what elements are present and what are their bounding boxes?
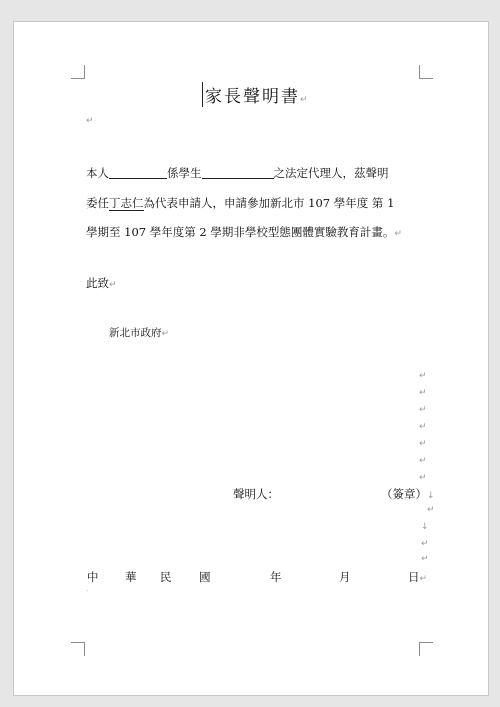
- paragraph-mark-icon: ↵: [394, 229, 402, 239]
- paragraph-mark-icon: ↵: [421, 539, 429, 549]
- margin-corner-top-left: [71, 65, 85, 79]
- date-char-2: 華: [125, 570, 137, 584]
- parent-name-blank[interactable]: [109, 166, 167, 179]
- signature-line[interactable]: [381, 486, 435, 502]
- closing-line[interactable]: [86, 275, 117, 291]
- paragraph-mark-icon: ↵: [419, 456, 427, 466]
- line3-text: 學期至 107 學年度第 2 學期非學校型態團體實驗教育計畫。: [86, 225, 395, 239]
- paragraph-mark-icon: ↵: [427, 505, 435, 515]
- line1-middle: 係學生: [167, 166, 202, 180]
- paragraph-mark-icon: ↵: [419, 574, 428, 584]
- paragraph-mark-icon: ↵: [419, 439, 427, 449]
- statement-line-2[interactable]: [86, 195, 394, 211]
- paragraph-mark-icon: ↵: [86, 116, 94, 126]
- recipient-text: 新北市政府: [109, 327, 162, 339]
- line1-prefix: 本人: [86, 166, 109, 180]
- closing-text: 此致: [86, 276, 109, 290]
- line2-prefix: 委任: [86, 196, 109, 210]
- declarant-label: 聲明人：: [233, 487, 279, 501]
- statement-line-3[interactable]: [86, 224, 402, 240]
- end-of-document-mark: ·: [86, 587, 89, 595]
- date-char-4: 國: [199, 570, 211, 584]
- arrow-mark-icon: ↓: [427, 491, 435, 501]
- paragraph-mark-icon: ↵: [421, 554, 429, 564]
- document-title[interactable]: [202, 82, 310, 107]
- paragraph-mark-icon: ↵: [419, 388, 427, 398]
- document-page: [13, 21, 489, 696]
- line1-suffix: 之法定代理人，茲聲明: [273, 166, 389, 180]
- paragraph-mark-icon: ↵: [419, 422, 427, 432]
- date-char-3: 民: [160, 570, 172, 584]
- representative-name: 丁志仁: [109, 196, 144, 210]
- student-name-blank[interactable]: [202, 166, 274, 179]
- paragraph-mark-icon: ↵: [419, 473, 427, 483]
- date-day: 日↵: [408, 570, 428, 584]
- paragraph-mark-icon: ↵: [419, 405, 427, 415]
- margin-corner-bottom-right: [419, 642, 433, 656]
- paragraph-mark-icon: ↵: [419, 371, 427, 381]
- line2-suffix: 為代表申請人，申請參加新北市 107 學年度 第 1: [143, 196, 395, 210]
- recipient-line[interactable]: [109, 325, 169, 340]
- date-year: 年: [270, 570, 282, 584]
- title-text: 家長聲明書: [205, 87, 300, 107]
- signature-label: （簽章）: [381, 487, 427, 501]
- paragraph-mark-icon: ↵: [300, 95, 310, 105]
- margin-corner-bottom-left: [71, 642, 85, 656]
- date-month: 月: [339, 570, 351, 584]
- statement-line-1[interactable]: [86, 165, 389, 181]
- margin-corner-top-right: [419, 65, 433, 79]
- date-char-1: 中: [87, 570, 99, 584]
- arrow-mark-icon: ↓: [421, 522, 429, 532]
- paragraph-mark-icon: ↵: [109, 280, 117, 290]
- paragraph-mark-icon: ↵: [161, 329, 170, 339]
